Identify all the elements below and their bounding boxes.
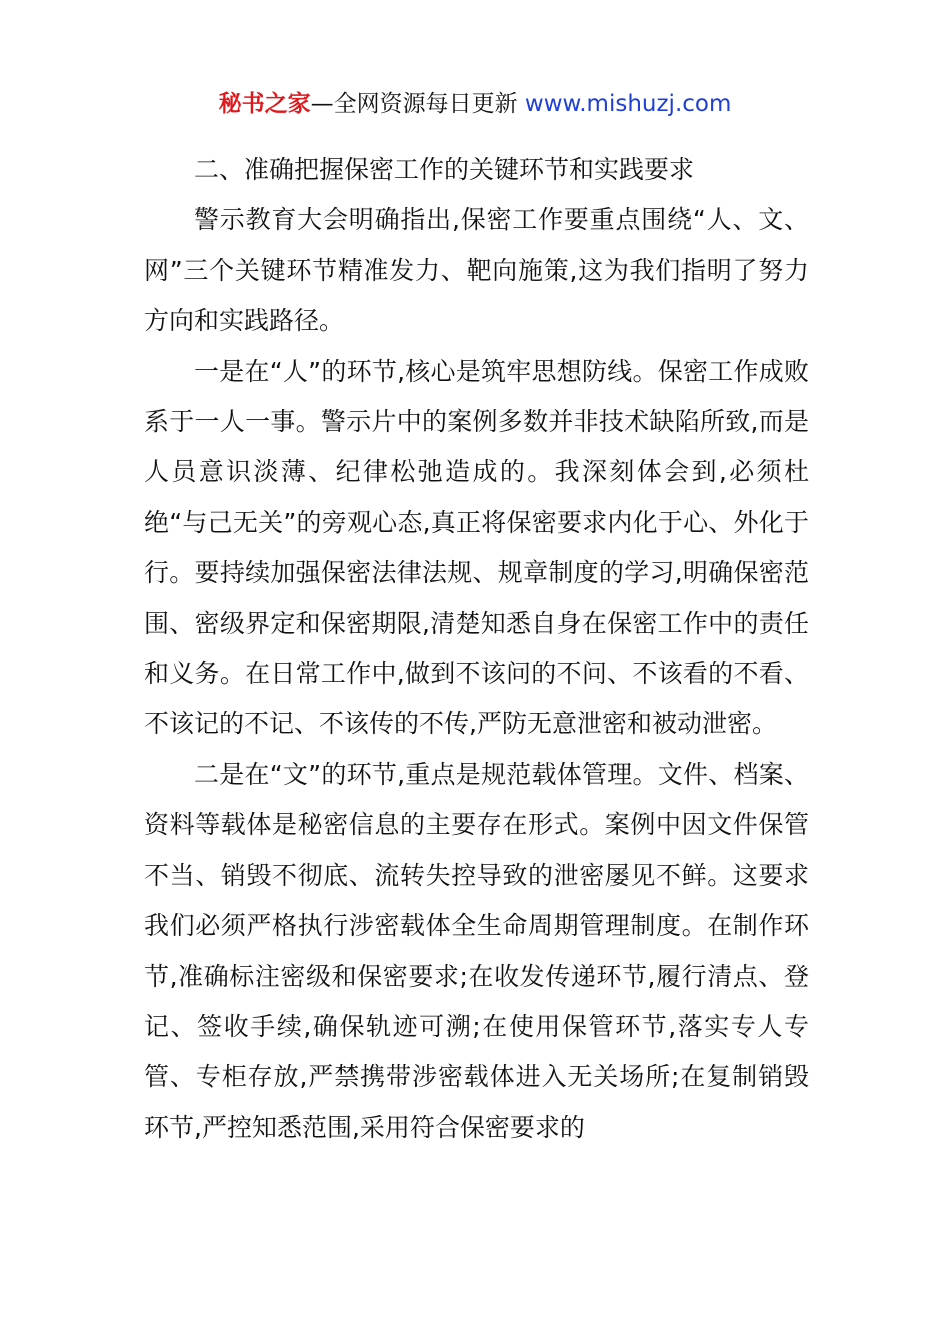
paragraph-documents: 二是在“文”的环节,重点是规范载体管理。文件、档案、资料等载体是秘密信息的主要存在形式。案例中因文件保管不当、销毁不彻底、流转失控导致的泄密屡见不鲜。这要求我们必须严格执行涉密载体全生命周期管理制度。在制作环节,准确标注密级和保密要求;在收发传递环节,履行清点、登记、签收手续,确保轨迹可溯;在使用保管环节,落实专人专管、专柜存放,严禁携带涉密载体进入无关场所;在复制销毁环节,严控知悉范围,采用符合保密要求的 bbox=[144, 759, 809, 1142]
section-heading: 二、准确把握保密工作的关键环节和实践要求 bbox=[194, 155, 695, 184]
document-body bbox=[144, 145, 809, 1153]
header-tagline: —全网资源每日更新 bbox=[310, 91, 525, 117]
website-link[interactable]: www.mishuzj.com bbox=[524, 91, 732, 117]
brand-name: 秘书之家 bbox=[218, 91, 311, 117]
paragraph-people: 一是在“人”的环节,核心是筑牢思想防线。保密工作成败系于一人一事。警示片中的案例多数并非技术缺陷所致,而是人员意识淡薄、纪律松弛造成的。我深刻体会到,必须杜绝“与己无关”的旁观心态,真正将保密要求内化于心、外化于行。要持续加强保密法律法规、规章制度的学习,明确保密范围、密级界定和保密期限,清楚知悉自身在保密工作中的责任和义务。在日常工作中,做到不该问的不问、不该看的不看、不该记的不记、不该传的不传,严防无意泄密和被动泄密。 bbox=[144, 356, 809, 739]
paragraph-intro: 警示教育大会明确指出,保密工作要重点围绕“人、文、网”三个关键环节精准发力、靶向施策,这为我们指明了努力方向和实践路径。 bbox=[144, 205, 809, 336]
page-header bbox=[0, 86, 950, 122]
